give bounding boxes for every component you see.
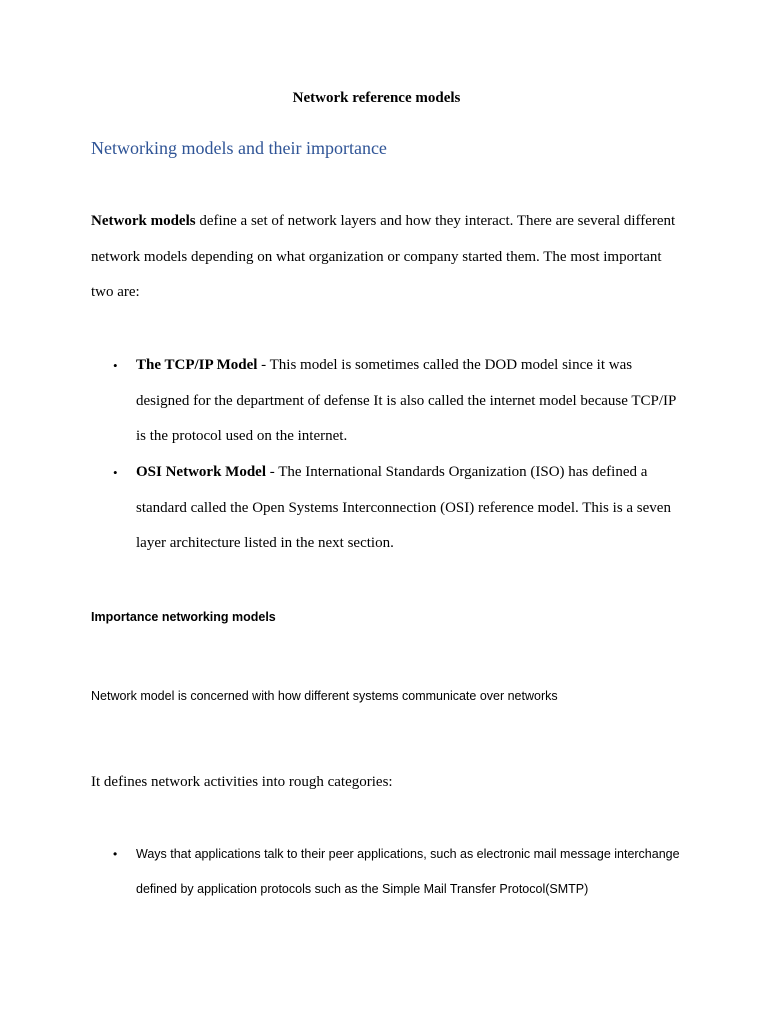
importance-text: Network model is concerned with how different systems communicate over networks: [91, 689, 558, 703]
section-heading: Networking models and their importance: [91, 138, 387, 158]
intro-text: define a set of network layers and how they interact. There are several different network models depending on what organization or company started them. The most important two are:: [91, 213, 676, 301]
bullet-icon: •: [113, 847, 118, 861]
model-text: - This model is sometimes called the DOD model since it was designed for the department of defense It is also called the internet model because TCP/IP is the protocol used on the internet.: [136, 357, 676, 445]
document-title: Network reference models: [292, 90, 461, 106]
list-item-category: [113, 837, 696, 907]
bullet-icon: •: [113, 358, 118, 373]
importance-heading: Importance networking models: [91, 610, 276, 624]
intro-paragraph: [91, 204, 681, 311]
bullet-icon: •: [113, 465, 118, 480]
list-item-tcpip-model: [113, 348, 676, 455]
list-item-osi-model: [113, 455, 676, 562]
model-text: - The International Standards Organization (ISO) has defined a standard called the Open Systems Interconnection (OSI) reference model. This is a seven layer architecture listed in the next section.: [136, 464, 671, 552]
model-term: The TCP/IP Model: [136, 357, 258, 373]
intro-term: Network models: [91, 213, 196, 229]
categories-intro: It defines network activities into rough categories:: [91, 774, 393, 790]
category-text: Ways that applications talk to their peer applications, such as electronic mail message interchange defined by application protocols such as the Simple Mail Transfer Protocol(SMTP): [136, 847, 680, 896]
model-term: OSI Network Model: [136, 464, 266, 480]
